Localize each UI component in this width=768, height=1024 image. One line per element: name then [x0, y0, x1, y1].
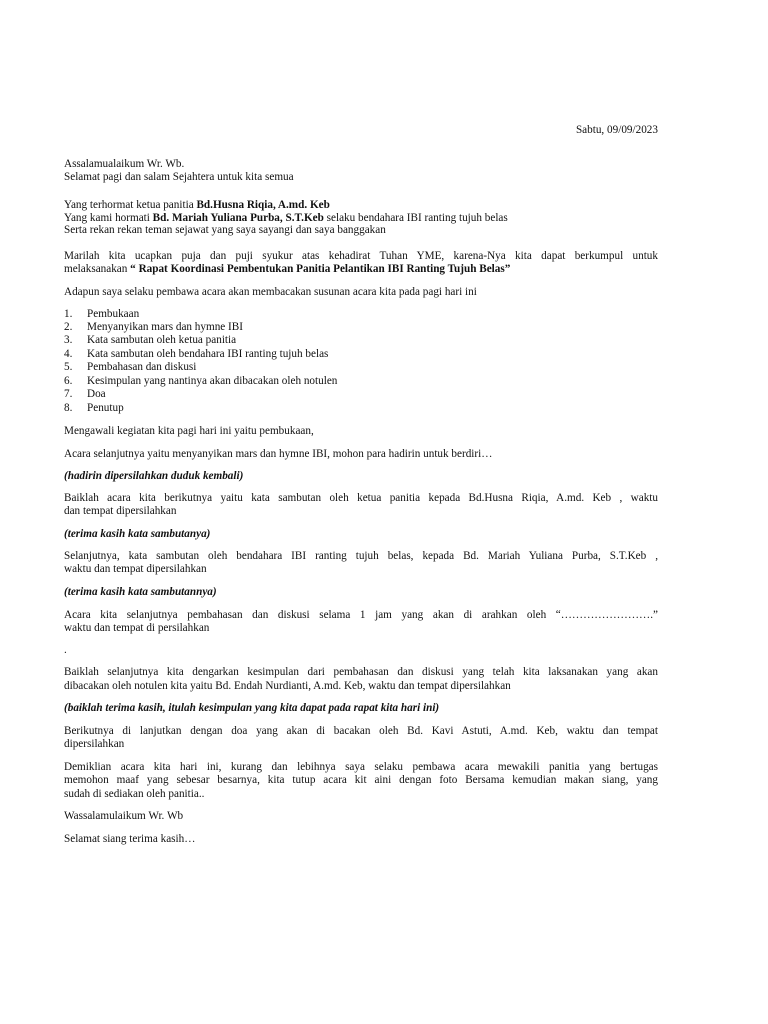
diskusi-line-1: Acara kita selanjutnya pembahasan dan diskusi selama 1 jam yang akan di arahkan oleh “…………………….”: [64, 609, 658, 621]
kesimpulan-line-1: Baiklah selanjutnya kita dengarkan kesimpulan dari pembahasan dan diskusi yang telah kita laksanakan yang akan: [64, 666, 658, 678]
agenda-number: 6.: [64, 375, 73, 387]
agenda-text: Pembahasan dan diskusi: [87, 361, 197, 373]
diskusi-line-2: waktu dan tempat di persilahkan: [64, 622, 210, 634]
agenda-number: 2.: [64, 321, 73, 333]
sambutan-bendahara-line-1: Selanjutnya, kata sambutan oleh bendahara IBI ranting tujuh belas, kepada Bd. Mariah Yuliana Purba, S.T.Keb ,: [64, 550, 658, 562]
agenda-text: Doa: [87, 388, 106, 400]
penutup-line-2: memohon maaf yang sebesar besarnya, kita tutup acara kit aini dengan foto Bersama kemudian makan siang, yang: [64, 774, 658, 786]
stray-dot: .: [64, 644, 67, 656]
stage-note-3: (terima kasih kata sambutannya): [64, 586, 217, 598]
paragraph-pembukaan: Mengawali kegiatan kita pagi hari ini yaitu pembukaan,: [64, 425, 314, 437]
sambutan-bendahara-line-2: waktu dan tempat dipersilahkan: [64, 563, 207, 575]
agenda-number: 7.: [64, 388, 73, 400]
respect-line-2-suffix: selaku bendahara IBI ranting tujuh belas: [323, 212, 508, 224]
doa-line-2: dipersilahkan: [64, 738, 125, 750]
opening-line-2-prefix: melaksanakan: [64, 263, 131, 275]
kesimpulan-line-2: dibacakan oleh notulen kita yaitu Bd. Endah Nurdianti, A.md. Keb, waktu dan tempat dipersilahkan: [64, 680, 511, 692]
greeting: Assalamualaikum Wr. Wb.: [64, 158, 185, 170]
closing-thanks: Selamat siang terima kasih…: [64, 833, 196, 845]
agenda-text: Kesimpulan yang nantinya akan dibacakan oleh notulen: [87, 375, 338, 387]
agenda-number: 5.: [64, 361, 73, 373]
agenda-text: Menyanyikan mars dan hymne IBI: [87, 321, 243, 333]
respect-line-3: Serta rekan rekan teman sejawat yang saya sayangi dan saya banggakan: [64, 224, 386, 236]
meeting-title: “ Rapat Koordinasi Pembentukan Panitia Pelantikan IBI Ranting Tujuh Belas”: [130, 263, 511, 275]
agenda-text: Kata sambutan oleh bendahara IBI ranting tujuh belas: [87, 348, 329, 360]
respect-line-1: [64, 198, 330, 212]
opening-line-1: Marilah kita ucapkan puja dan puji syukur atas kehadirat Tuhan YME, karena-Nya kita dapat berkumpul untuk: [64, 250, 658, 262]
greeting-line-2: Selamat pagi dan salam Sejahtera untuk kita semua: [64, 171, 294, 183]
agenda-text: Kata sambutan oleh ketua panitia: [87, 334, 237, 346]
closing-salutation: Wassalamulaikum Wr. Wb: [64, 810, 184, 822]
agenda-number: 8.: [64, 402, 73, 414]
respect-line-2-prefix: Yang kami hormati: [64, 212, 153, 224]
intro-paragraph: Adapun saya selaku pembawa acara akan membacakan susunan acara kita pada pagi hari ini: [64, 286, 477, 298]
agenda-text: Penutup: [87, 402, 124, 414]
paragraph-mars: Acara selanjutnya yaitu menyanyikan mars dan hymne IBI, mohon para hadirin untuk berdiri…: [64, 448, 493, 460]
penutup-line-3: sudah di sediakan oleh panitia..: [64, 788, 205, 800]
respect-line-1-prefix: Yang terhormat ketua panitia: [64, 199, 197, 211]
opening-line-2: [64, 262, 510, 276]
agenda-number: 4.: [64, 348, 73, 360]
agenda-text: Pembukaan: [87, 308, 140, 320]
stage-note-1: (hadirin dipersilahkan duduk kembali): [64, 470, 244, 482]
stage-note-4: (baiklah terima kasih, itulah kesimpulan yang kita dapat pada rapat kita hari ini): [64, 702, 440, 714]
document-date: Sabtu, 09/09/2023: [575, 124, 658, 136]
chairperson-name: Bd.Husna Riqia, A.md. Keb: [196, 199, 330, 211]
doa-line-1: Berikutnya di lanjutkan dengan doa yang akan di bacakan oleh Bd. Kavi Astuti, A.md. Keb, waktu dan tempat: [64, 725, 658, 737]
penutup-line-1: Demiklian acara kita hari ini, kurang dan lebihnya saya selaku pembawa acara mewakili panitia yang bertugas: [64, 761, 658, 773]
agenda-number: 1.: [64, 308, 73, 320]
stage-note-2: (terima kasih kata sambutanya): [64, 528, 211, 540]
treasurer-name: Bd. Mariah Yuliana Purba, S.T.Keb: [152, 212, 324, 224]
agenda-number: 3.: [64, 334, 73, 346]
sambutan-ketua-line-2: dan tempat dipersilahkan: [64, 505, 177, 517]
sambutan-ketua-line-1: Baiklah acara kita berikutnya yaitu kata sambutan oleh ketua panitia kepada Bd.Husna Riqia, A.md. Keb , waktu: [64, 492, 658, 504]
